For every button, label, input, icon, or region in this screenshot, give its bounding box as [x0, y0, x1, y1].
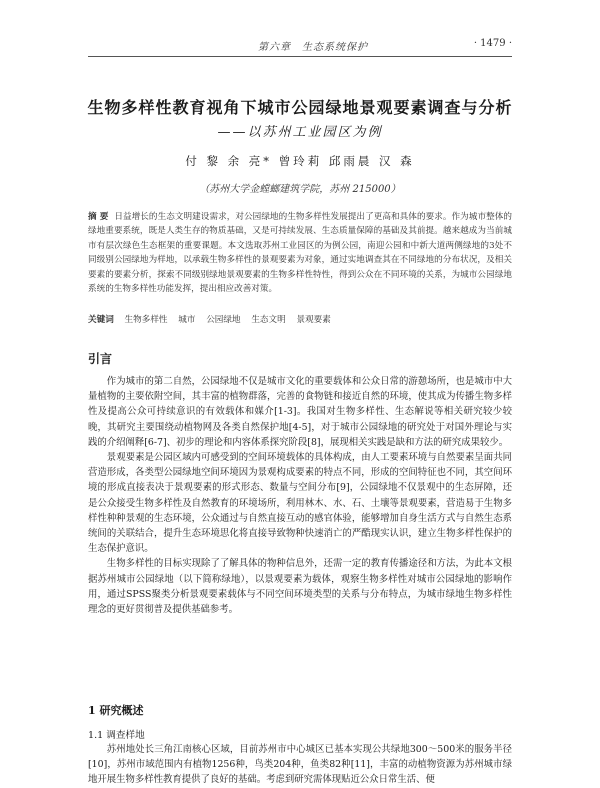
keywords [88, 313, 512, 325]
subsection-heading: 1.1 调查样地 [88, 730, 145, 741]
paragraph: 作为城市的第二自然，公园绿地不仅是城市文化的重要载体和公众日常的游憩场所，也是城市中大量植物的主要依附空间，其丰富的植物群落，完善的食物链和接近自然的环境，使其成为传播生物多样性及提高公众可持续意识的有效载体和媒介[1-3]。我国对生物多样性、生态解说等相关研究较少较晚，其研究主要围绕动植物网及各类自然保护地[4-5]，对于城市公园绿地的研究处于对国外理论与实践的介绍阐释[6-7]、初步的理论和内容体系探究阶段[8]，展现相关实践是缺和方法的研究成果较少。 [88, 376, 512, 448]
header-rule [88, 56, 512, 57]
author-list: 付 黎 余 亮* 曾玲莉 邱雨晨 汉 森 [185, 154, 415, 168]
paragraph: 景观要素是公园区域内可感受到的空间环境载体的具体构成，由人工要素环境与自然要素呈面共同营造形成，各类型公园绿地空间环境因为景观构成要素的特点不同，形成的空间特征也不同，其空间环境的形成直接表决于景观要素的形式形态、数量与空间分布[9]，公园绿地不仅景观中的生态屏障，还是公众接受生物多样性及自然教育的环境场所，利用林木、水、石、土壤等景观要素，营造易于生物多样性种种景观的生态环境，公众通过与自然直接互动的感官体验，能够增加自身生活方式与自然生态系统间的关联结合，提升生态环境思化将直接导致物种快速消亡的严酷现实认识，建立生物多样性保护的生态保护意识。 [88, 452, 512, 555]
section-heading: 1 研究概述 [88, 704, 144, 717]
keyword: 景观要素 [296, 315, 331, 325]
keyword: 公园绿地 [206, 315, 241, 325]
paper-title: 生物多样性教育视角下城市公园绿地景观要素调查与分析 [87, 98, 513, 117]
paper-subtitle: ——以苏州工业园区为例 [217, 125, 383, 140]
page-number: · 1479 · [473, 38, 512, 49]
section1-body [88, 742, 512, 788]
paragraph: 苏州地处长三角江南核心区域，目前苏州市中心城区已基本实现公共绿地300～500米的服务半径[10]，苏州市域范围内有植物1256种，鸟类204种，鱼类82种[11]，丰富的动植物资源为苏州城市绿地开展生物多样性教育提供了良好的基础。考虑到研究需体现贴近公众日常生活、便 [88, 744, 512, 786]
abstract-text: 日益增长的生态文明建设需求，对公园绿地的生物多样性发展提出了更高和具体的要求。作为城市整体的绿地重要系统，既是人类生存的物质基础，又是可持续发展、生态质量保障的基础及其前提。越来越成为当前城市有层次绿色生态框架的重要课题。本文选取苏州工业园区的为例公园，南迎公园和中新大道两侧绿地的3处不同级别公园绿地为样地，以承载生物多样性的景观要素为对象，通过实地调查其在不同绿地的分布状况，及相关要素的要素分析，探索不同级别绿地景观要素的生物多样性特性，得到公众在不同环境的关系，为城市公园绿地系统的生物多样性功能发挥，提出相应改善对策。 [88, 212, 512, 295]
paragraph: 生物多样性的目标实现除了了解具体的物种信息外，还需一定的教育传播途径和方法，为此本文根据苏州城市公园绿地（以下简称绿地），以景观要素为载体，观察生物多样性对城市公园绿地的影响作用，通过SPSS聚类分析景观要素载体与不同空间环境类型的关系与分布特点，为城市绿地生物多样性理念的更好贯彻普及提供基础参考。 [88, 558, 512, 616]
abstract [88, 210, 512, 296]
keyword: 生物多样性 [124, 315, 168, 325]
keyword: 生态文明 [251, 315, 286, 325]
affiliation: （苏州大学金螳螂建筑学院，苏州 215000） [199, 184, 401, 195]
running-head [88, 36, 512, 52]
chapter-title: 第六章 生态系统保护 [258, 42, 368, 53]
keyword: 城市 [178, 315, 196, 325]
abstract-label: 摘 要 [88, 212, 109, 222]
introduction-body [88, 374, 512, 617]
introduction-heading: 引言 [88, 352, 113, 366]
keywords-label: 关键词 [88, 315, 114, 325]
